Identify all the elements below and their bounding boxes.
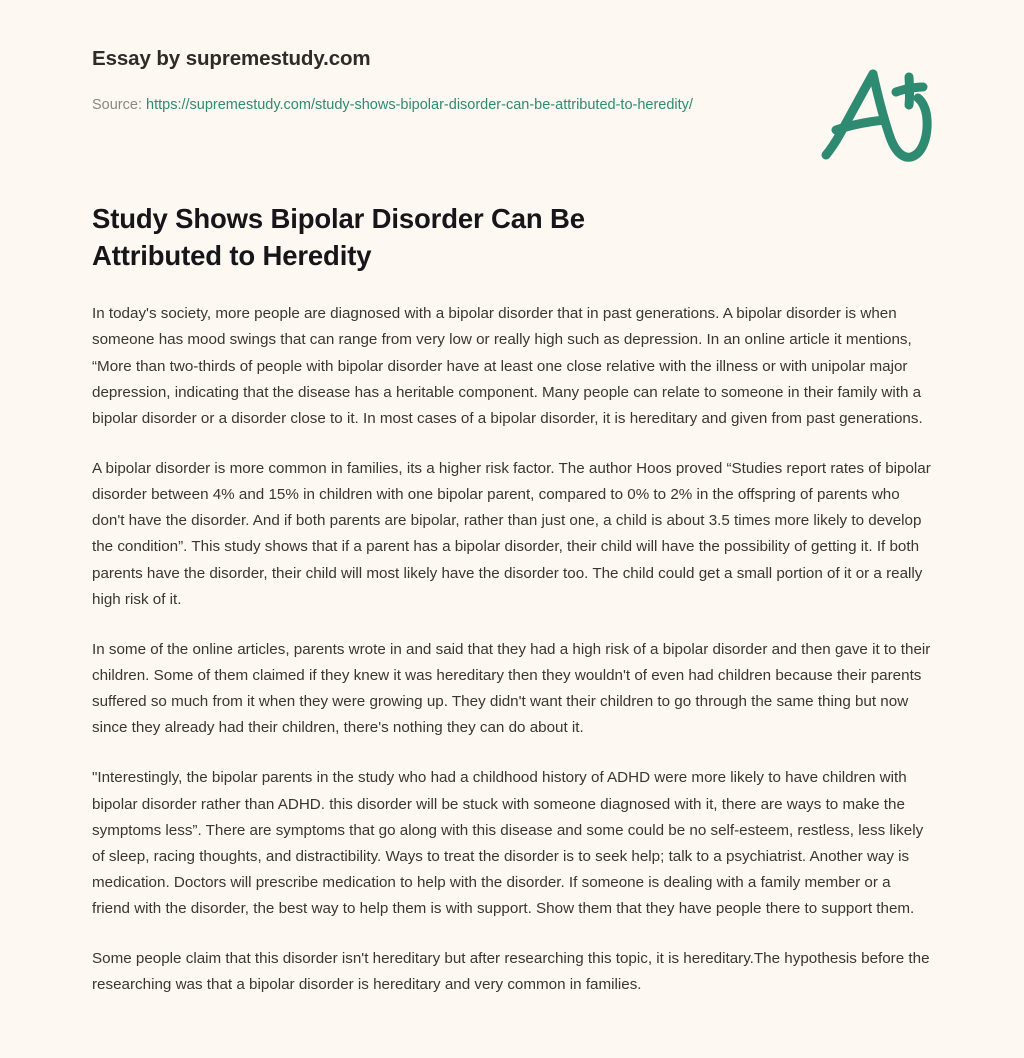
source-line bbox=[92, 94, 752, 117]
a-plus-logo-icon bbox=[810, 58, 940, 170]
source-url-link[interactable]: https://supremestudy.com/study-shows-bipolar-disorder-can-be-attributed-to-heredity/ bbox=[146, 96, 693, 113]
document-header bbox=[92, 0, 932, 117]
source-label: Source: bbox=[92, 96, 142, 113]
article-paragraph: In some of the online articles, parents wrote in and said that they had a high risk of a bipolar disorder and then gave it to their children. Some of them claimed if they knew it was hereditary then they wouldn't of even had children because their parents suffered so much from it when they were growing up. They didn't want their children to go through the same thing but now since they already had their children, there's nothing they can do about it. bbox=[92, 640, 931, 737]
article-paragraph: "Interestingly, the bipolar parents in the study who had a childhood history of ADHD were more likely to have children with bipolar disorder rather than ADHD. this disorder will be stuck with someone diagnosed with it, there are ways to make the symptoms less”. There are symptoms that go along with this disease and some could be no self-esteem, restless, less likely of sleep, racing thoughts, and distractibility. Ways to treat the disorder is to seek help; talk to a psychiatrist. Another way is medication. Doctors will prescribe medication to help with the disorder. If someone is dealing with a family member or a friend with the disorder, the best way to help them is with support. Show them that they have people there to support them. bbox=[92, 769, 924, 918]
article-paragraph: A bipolar disorder is more common in families, its a higher risk factor. The author Hoos proved “Studies report rates of bipolar disorder between 4% and 15% in children with one bipolar parent, compared to 0% to 2% in the offspring of parents who don't have the disorder. And if both parents are bipolar, rather than just one, a child is about 3.5 times more likely to develop the condition”. This study shows that if a parent has a bipolar disorder, their child will have the possibility of getting it. If both parents have the disorder, their child will most likely have the disorder too. The child could get a small portion of it or a really high risk of it. bbox=[92, 459, 931, 608]
article-paragraph: In today's society, more people are diagnosed with a bipolar disorder that in past generations. A bipolar disorder is when someone has mood swings that can range from very low or really high such as depression. In an online article it mentions, “More than two-thirds of people with bipolar disorder have at least one close relative with the illness or with unipolar major depression, indicating that the disease has a heritable component. Many people can relate to someone in their family with a bipolar disorder or a disorder close to it. In most cases of a bipolar disorder, it is hereditary and given from past generations. bbox=[92, 305, 923, 427]
article-paragraph: Some people claim that this disorder isn't hereditary but after researching this topic, it is hereditary.The hypothesis before the researching was that a bipolar disorder is hereditary and very common in families. bbox=[92, 950, 930, 994]
page-title: Study Shows Bipolar Disorder Can Be Attributed to Heredity bbox=[92, 203, 585, 271]
article-body bbox=[92, 274, 932, 998]
a-plus-logo bbox=[810, 58, 940, 170]
essay-byline: Essay by supremestudy.com bbox=[92, 47, 371, 70]
